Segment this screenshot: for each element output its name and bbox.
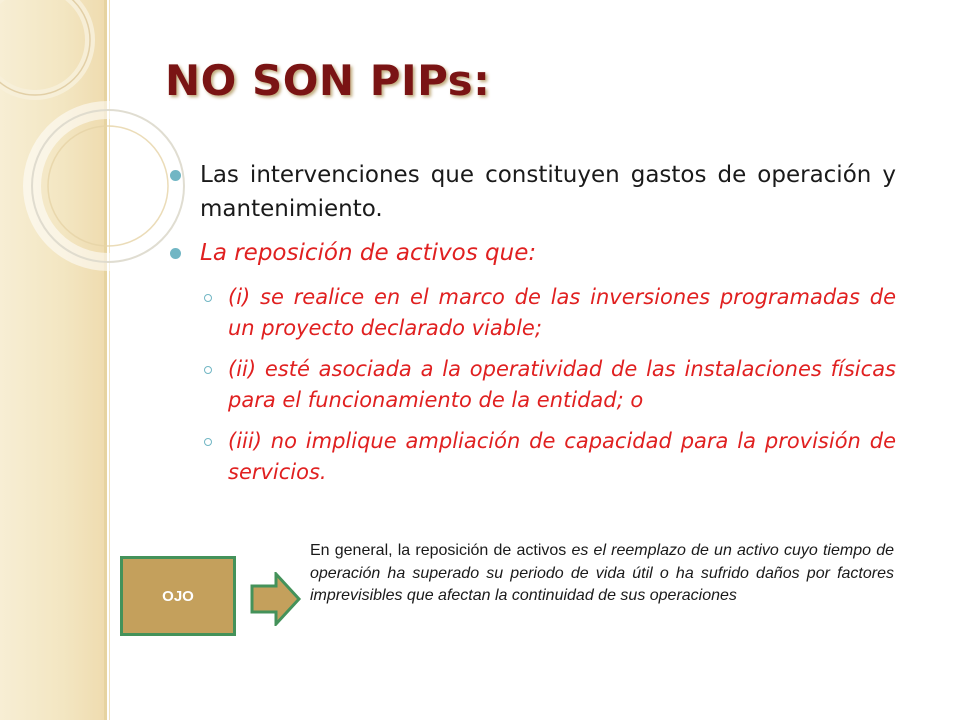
right-arrow-icon [250, 572, 302, 626]
bullet-dot-icon [170, 170, 181, 181]
sub-bullet-item [166, 426, 896, 488]
bullet-text: La reposición de activos que: [200, 240, 537, 266]
bullet-dot-icon [170, 248, 181, 259]
sub-bullet-text: (ii) esté asociada a la operatividad de las instalaciones físicas para el funcionamiento de la entidad; o [228, 357, 896, 412]
sub-bullet-item [166, 354, 896, 416]
sub-bullet-item [166, 282, 896, 344]
sub-bullet-text: (iii) no implique ampliación de capacidad para la provisión de servicios. [228, 429, 896, 484]
hollow-bullet-icon [204, 366, 212, 374]
bullet-list [166, 158, 896, 488]
ojo-callout-box [120, 556, 236, 636]
ojo-label: OJO [162, 587, 194, 605]
note-italic-text: es el reemplazo de un activo cuyo tiempo de operación ha superado su periodo de vida útil o ha sufrido daños por factores imprevisibles que afectan la continuidad de sus operaciones [310, 542, 894, 604]
sub-bullet-text: (i) se realice en el marco de las inversiones programadas de un proyecto declarado viable; [228, 285, 896, 340]
bullet-text: Las intervenciones que constituyen gastos de operación y mantenimiento. [200, 162, 896, 222]
hollow-bullet-icon [204, 294, 212, 302]
bullet-item [166, 236, 896, 270]
slide-title: NO SON PIPs: [165, 56, 491, 105]
hollow-bullet-icon [204, 438, 212, 446]
bullet-item [166, 158, 896, 226]
note-plain-text: En general, la reposición de activos [310, 542, 572, 559]
callout-note [310, 540, 894, 608]
